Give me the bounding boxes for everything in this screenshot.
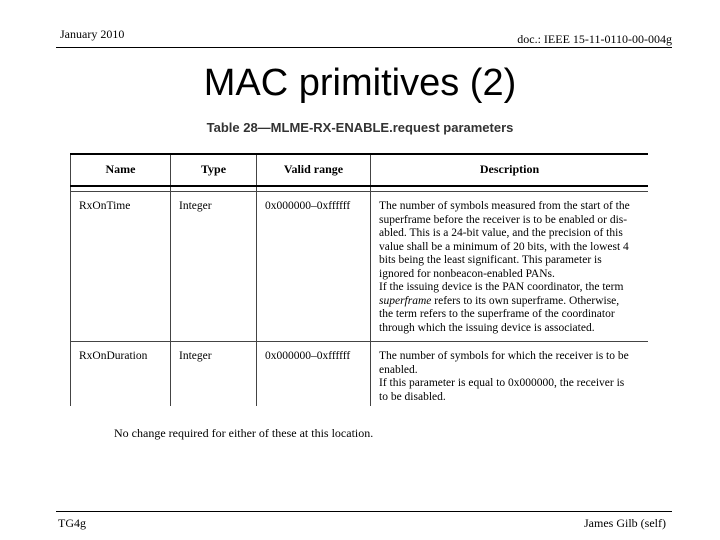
cell-range: 0x000000–0xffffff: [257, 342, 371, 407]
footer-author: James Gilb (self): [584, 516, 666, 530]
header-date: January 2010: [60, 27, 125, 41]
cell-name: RxOnDuration: [71, 342, 171, 407]
table-row: [71, 342, 649, 407]
description-line: superframe before the receiver is to be enabled or dis-: [379, 213, 628, 226]
description-line: value shall be a minimum of 20 bits, with the lowest 4: [379, 240, 629, 253]
cell-range: 0x000000–0xffffff: [257, 192, 371, 342]
parameters-table: [70, 153, 648, 406]
cell-description: [371, 342, 649, 407]
parameters-table-image: [70, 153, 648, 406]
description-line: The number of symbols measured from the start of the: [379, 200, 630, 212]
description-line: enabled.: [379, 363, 418, 376]
slide-title: MAC primitives (2): [203, 62, 517, 104]
header-doc-id: doc.: IEEE 15-11-0110-00-004g: [517, 32, 672, 46]
description-line: If the issuing device is the PAN coordinator, the term: [379, 281, 624, 293]
description-line: to be disabled.: [379, 390, 446, 403]
description-line: the term refers to the superframe of the coordinator: [379, 308, 615, 320]
column-header-description: Description: [371, 154, 649, 186]
cell-name: RxOnTime: [71, 192, 171, 342]
footer-divider: [56, 511, 672, 512]
description-line: through which the issuing device is associated.: [379, 321, 595, 334]
table-caption: Table 28—MLME-RX-ENABLE.request parameters: [206, 120, 514, 135]
description-line: If this parameter is equal to 0x000000, the receiver is: [379, 377, 625, 389]
table-row: [71, 192, 649, 342]
description-line: superframe refers to its own superframe. Otherwise,: [379, 294, 620, 307]
cell-type: Integer: [171, 342, 257, 407]
header-divider: [56, 47, 672, 48]
table-header-row: [71, 154, 649, 186]
description-line: abled. This is a 24-bit value, and the precision of this: [379, 227, 623, 239]
cell-description: [371, 192, 649, 342]
cell-type: Integer: [171, 192, 257, 342]
description-line: bits being the least significant. This parameter is: [379, 254, 602, 266]
description-line: The number of symbols for which the receiver is to be: [379, 350, 629, 362]
column-header-type: Type: [171, 154, 257, 186]
footer-group: TG4g: [58, 516, 86, 530]
column-header-name: Name: [71, 154, 171, 186]
slide-note: No change required for either of these at this location.: [114, 426, 374, 440]
description-line: ignored for nonbeacon-enabled PANs.: [379, 267, 555, 280]
column-header-valid-range: Valid range: [257, 154, 371, 186]
